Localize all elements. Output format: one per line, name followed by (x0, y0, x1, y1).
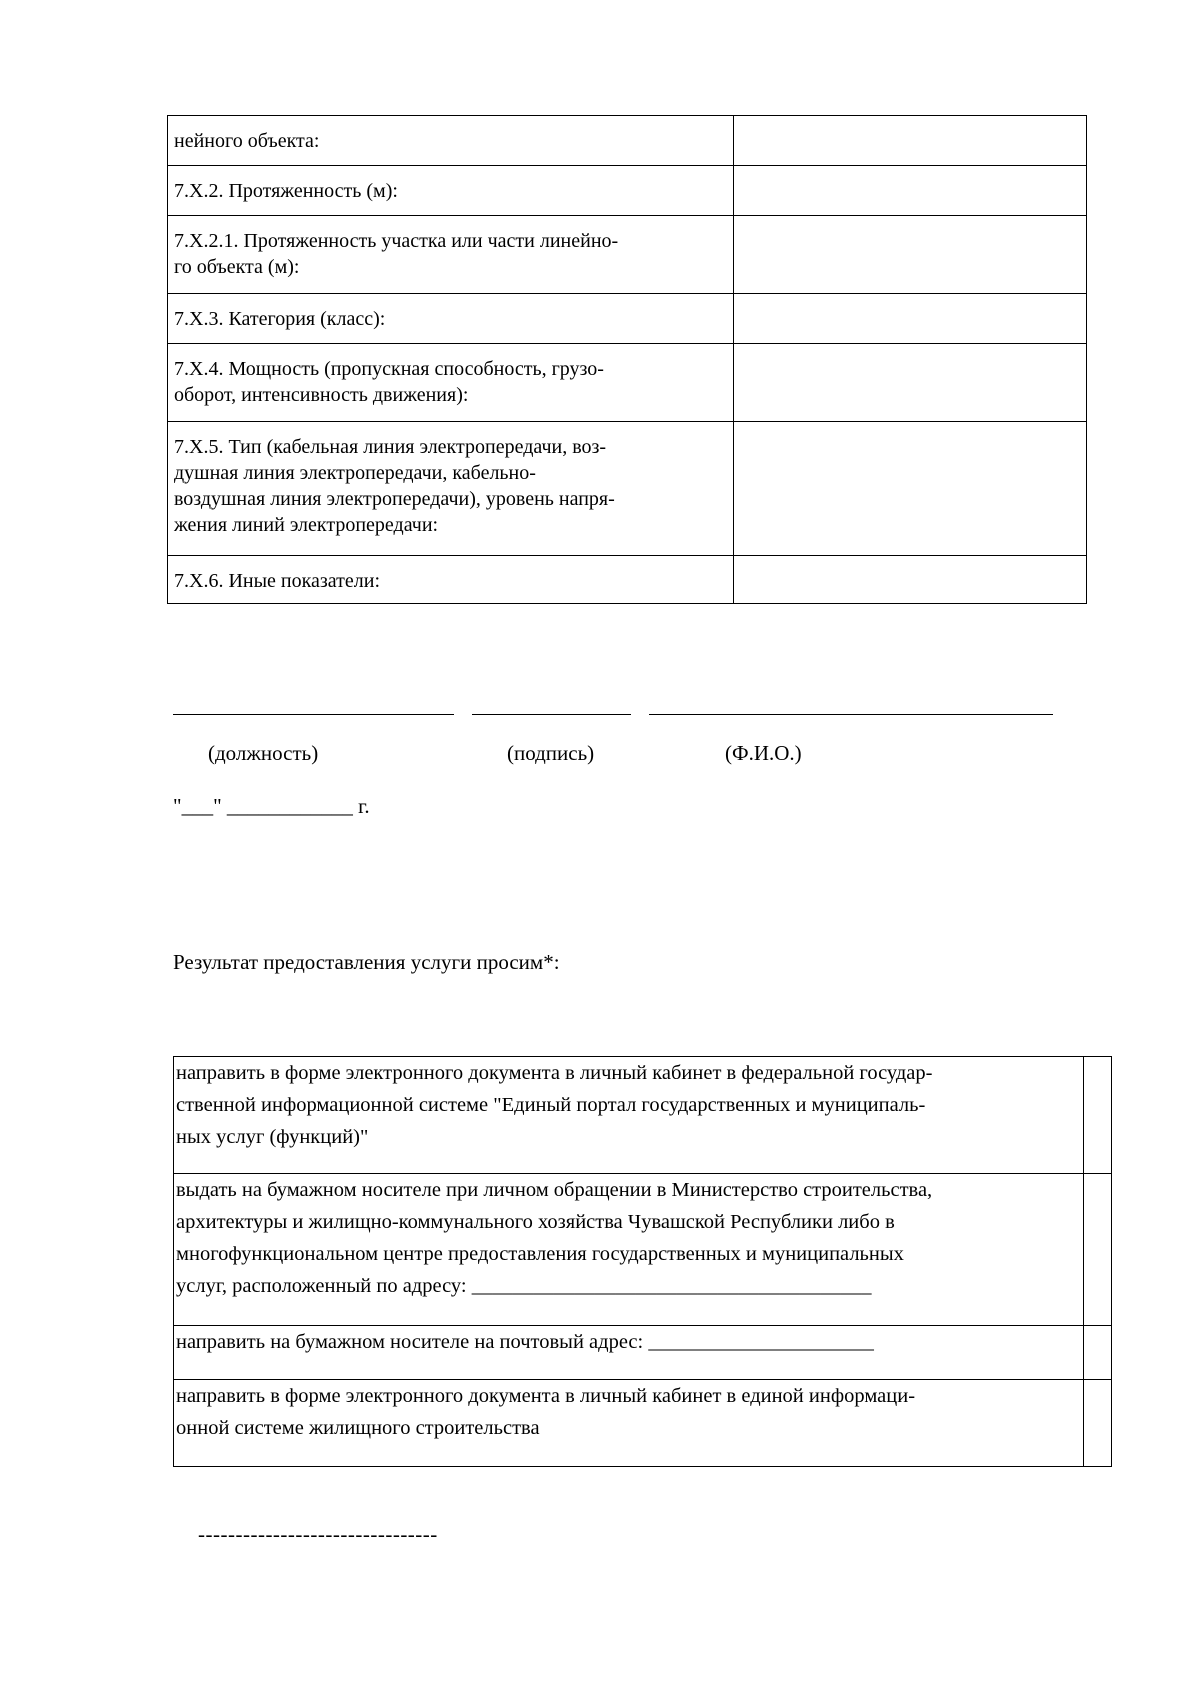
name-caption: (Ф.И.О.) (725, 741, 802, 765)
row-label: 7.X.2. Протяженность (м): (168, 166, 734, 216)
row-label: 7.X.6. Иные показатели: (168, 556, 734, 604)
table-row (168, 344, 1087, 422)
table-row (168, 166, 1087, 216)
row-value-field[interactable] (734, 556, 1087, 604)
table-row (168, 422, 1087, 556)
delivery-option-checkbox[interactable] (1084, 1380, 1112, 1467)
signature-caption: (подпись) (507, 741, 595, 765)
position-signature-line[interactable] (173, 714, 454, 715)
row-value-field[interactable] (734, 116, 1087, 166)
row-value-field[interactable] (734, 344, 1087, 422)
row-value-field[interactable] (734, 422, 1087, 556)
row-value-field[interactable] (734, 294, 1087, 344)
table-row (168, 294, 1087, 344)
object-parameters-table (167, 115, 1087, 604)
date-line[interactable]: "___" ____________ г. (173, 794, 370, 818)
table-row (168, 116, 1087, 166)
table-row (168, 216, 1087, 294)
table-row (174, 1380, 1112, 1467)
delivery-option-text: направить на бумажном носителе на почтовый адрес: ______________________ (174, 1326, 1084, 1380)
delivery-options-table (173, 1056, 1112, 1467)
table-row (174, 1174, 1112, 1326)
delivery-option-checkbox[interactable] (1084, 1174, 1112, 1326)
footnote-separator: -------------------------------- (198, 1522, 438, 1546)
delivery-option-checkbox[interactable] (1084, 1326, 1112, 1380)
table-row (174, 1326, 1112, 1380)
row-label: 7.X.4. Мощность (пропускная способность, грузо- оборот, интенсивность движения): (168, 344, 734, 422)
row-label: 7.X.3. Категория (класс): (168, 294, 734, 344)
row-value-field[interactable] (734, 166, 1087, 216)
delivery-option-text: выдать на бумажном носителе при личном обращении в Министерство строительства, архитектуры и жилищно-коммунального хозяйства Чувашской Республики либо в многофункциональном центре предоставления государственных и муниципальных услуг, расположенный по адресу: _______________________________________ (174, 1174, 1084, 1326)
delivery-option-text: направить в форме электронного документа в личный кабинет в единой информаци- онной системе жилищного строительства (174, 1380, 1084, 1467)
position-caption: (должность) (208, 741, 319, 765)
row-label: нейного объекта: (168, 116, 734, 166)
full-name-line[interactable] (649, 714, 1053, 715)
row-label: 7.X.5. Тип (кабельная линия электропередачи, воз- душная линия электропередачи, кабельно- воздушная линия электропередачи), уровень напря- жения линий электропередачи: (168, 422, 734, 556)
table-row (174, 1057, 1112, 1174)
delivery-option-text: направить в форме электронного документа в личный кабинет в федеральной государ- ственной информационной системе "Единый портал государственных и муниципаль- ных услуг (функций)" (174, 1057, 1084, 1174)
delivery-option-checkbox[interactable] (1084, 1057, 1112, 1174)
table-row (168, 556, 1087, 604)
row-value-field[interactable] (734, 216, 1087, 294)
row-label: 7.X.2.1. Протяженность участка или части линейно- го объекта (м): (168, 216, 734, 294)
result-heading: Результат предоставления услуги просим*: (173, 950, 560, 974)
signature-line[interactable] (472, 714, 631, 715)
